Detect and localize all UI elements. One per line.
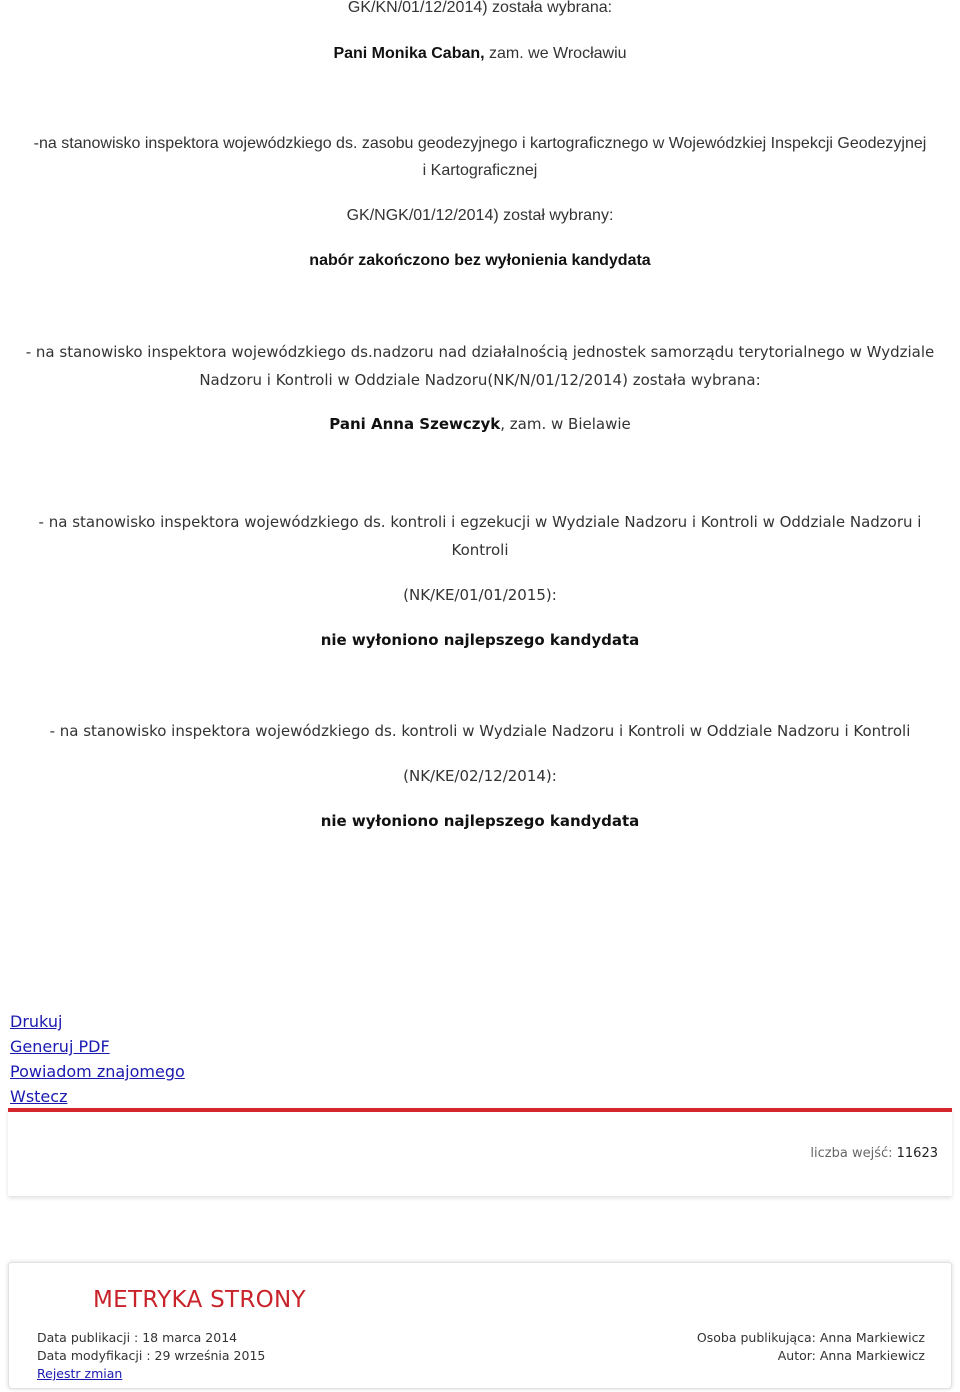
metadata-title: METRYKA STRONY bbox=[93, 1287, 306, 1313]
result-outcome: nie wyłoniono najlepszego kandydata bbox=[320, 631, 640, 649]
print-link[interactable]: Drukuj bbox=[10, 1012, 63, 1031]
back-link[interactable]: Wstecz bbox=[10, 1087, 68, 1106]
result-line: GK/KN/01/12/2014) została wybrana: bbox=[347, 0, 613, 16]
result-outcome: nie wyłoniono najlepszego kandydata bbox=[320, 812, 640, 830]
selected-candidate bbox=[0, 414, 960, 434]
visit-counter-label: liczba wejść: bbox=[810, 1146, 893, 1161]
metadata-people bbox=[697, 1329, 925, 1365]
reference-code: (NK/KE/02/12/2014): bbox=[403, 767, 557, 785]
position-description-cont: Nadzoru i Kontroli w Oddziale Nadzoru(NK/N/01/12/2014) została wybrana: bbox=[199, 371, 761, 389]
notify-friend-link[interactable]: Powiadom znajomego bbox=[10, 1062, 185, 1081]
publisher: Osoba publikująca: Anna Markiewicz bbox=[696, 1330, 925, 1345]
position-description-cont: i Kartograficznej bbox=[422, 162, 538, 179]
candidate-name: Pani Anna Szewczyk bbox=[329, 415, 501, 433]
position-description: - na stanowisko inspektora wojewódzkiego ds. kontroli i egzekucji w Wydziale Nadzoru i Kontroli w Oddziale Nadzoru i bbox=[38, 513, 922, 531]
position-description: - na stanowisko inspektora wojewódzkiego ds.nadzoru nad działalnością jednostek samorządu terytorialnego w Wydziale bbox=[25, 343, 935, 361]
publication-date: Data publikacji : 18 marca 2014 bbox=[37, 1330, 238, 1345]
position-description: -na stanowisko inspektora wojewódzkiego ds. zasobu geodezyjnego i kartograficznego w Wojewódzkiej Inspekcji Geodezyjnej bbox=[33, 135, 927, 152]
changelog-link[interactable]: Rejestr zmian bbox=[37, 1366, 123, 1381]
candidate-city: zam. we Wrocławiu bbox=[484, 45, 627, 62]
candidate-name: Pani Monika Caban, bbox=[333, 45, 485, 62]
selected-candidate bbox=[0, 44, 960, 64]
reference-code: (NK/KE/01/01/2015): bbox=[403, 586, 557, 604]
page-actions bbox=[10, 1011, 185, 1111]
result-line: GK/NGK/01/12/2014) został wybrany: bbox=[346, 207, 614, 224]
generate-pdf-link[interactable]: Generuj PDF bbox=[10, 1037, 110, 1056]
visit-counter-box bbox=[8, 1108, 952, 1196]
visit-counter bbox=[810, 1146, 938, 1161]
author: Autor: Anna Markiewicz bbox=[777, 1348, 925, 1363]
candidate-city: , zam. w Bielawie bbox=[500, 415, 631, 433]
modification-date: Data modyfikacji : 29 września 2015 bbox=[37, 1348, 266, 1363]
position-description: - na stanowisko inspektora wojewódzkiego ds. kontroli w Wydziale Nadzoru i Kontroli w Oddziale Nadzoru i Kontroli bbox=[49, 722, 911, 740]
position-description-cont: Kontroli bbox=[451, 541, 509, 559]
visit-counter-value: 11623 bbox=[896, 1146, 938, 1161]
page-metadata bbox=[8, 1262, 952, 1389]
metadata-dates bbox=[37, 1329, 265, 1383]
result-outcome: nabór zakończono bez wyłonienia kandydata bbox=[309, 252, 651, 269]
